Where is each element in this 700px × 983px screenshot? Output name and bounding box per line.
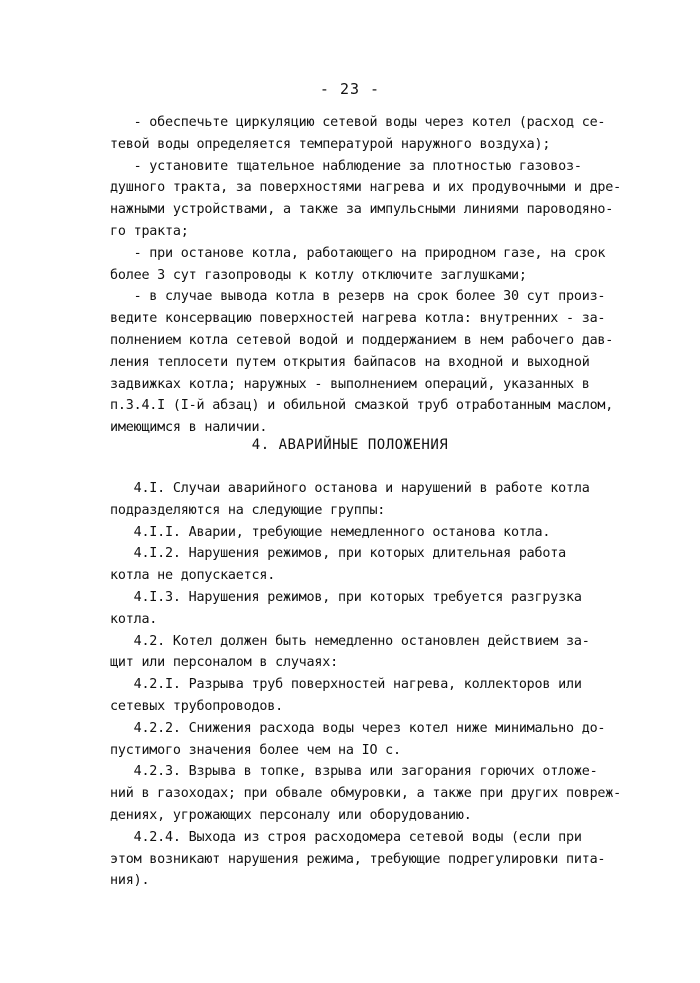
text-line: дениях, угрожающих персоналу или оборудованию. xyxy=(110,807,472,823)
text-line: подразделяются на следующие группы: xyxy=(110,502,386,518)
text-line: пустимого значения более чем на IO с. xyxy=(110,742,401,758)
text-line: полнением котла сетевой водой и поддержанием в нем рабочего дав- xyxy=(110,332,614,348)
text-line: более 3 сут газопроводы к котлу отключите заглушками; xyxy=(110,267,527,283)
text-line: 4.I. Случаи аварийного останова и нарушений в работе котла xyxy=(110,481,590,496)
text-line: ведите консервацию поверхностей нагрева котла: внутренних - за- xyxy=(110,311,606,327)
text-line: котла не допускается. xyxy=(110,568,276,584)
text-line: ния). xyxy=(110,873,150,889)
text-line: 4.2. Котел должен быть немедленно остановлен действием за- xyxy=(110,633,590,649)
text-line: - при останове котла, работающего на природном газе, на срок xyxy=(110,245,606,261)
text-line: 4.I.3. Нарушения режимов, при которых требуется разгрузка xyxy=(110,589,582,605)
paragraph-block-bottom xyxy=(110,478,630,892)
text-line: 4.2.2. Снижения расхода воды через котел ниже минимально до- xyxy=(110,720,606,736)
text-line: го тракта; xyxy=(110,223,189,239)
text-line: задвижках котла; наружных - выполнением операций, указанных в xyxy=(110,376,590,392)
text-line: душного тракта, за поверхностями нагрева и их продувочными и дре- xyxy=(110,180,622,196)
text-line: 4.I.I. Аварии, требующие немедленного останова котла. xyxy=(110,524,551,540)
text-line: - установите тщательное наблюдение за плотностью газовоз- xyxy=(110,158,582,174)
text-line: 4.I.2. Нарушения режимов, при которых длительная работа xyxy=(110,546,566,562)
paragraph-block-top xyxy=(110,112,630,439)
page-number: - 23 - xyxy=(319,80,381,98)
text-line: - в случае вывода котла в резерв на срок более 30 сут произ- xyxy=(110,289,606,305)
text-line: имеющимся в наличии. xyxy=(110,420,268,436)
text-line: котла. xyxy=(110,611,158,627)
text-line: п.3.4.I (I-й абзац) и обильной смазкой труб отработанным маслом, xyxy=(110,398,614,414)
text-line: сетевых трубопроводов. xyxy=(110,698,283,714)
section-heading: 4. АВАРИЙНЫЕ ПОЛОЖЕНИЯ xyxy=(251,437,449,453)
text-line: - обеспечьте циркуляцию сетевой воды через котел (расход се- xyxy=(110,115,606,130)
text-line: 4.2.3. Взрыва в топке, взрыва или загорания горючих отложе- xyxy=(110,764,598,780)
text-line: щит или персоналом в случаях: xyxy=(110,655,338,671)
text-line: ления теплосети путем открытия байпасов на входной и выходной xyxy=(110,354,590,370)
text-line: 4.2.4. Выхода из строя расходомера сетевой воды (если при xyxy=(110,829,582,845)
text-line: нажными устройствами, а также за импульсными линиями пароводяно- xyxy=(110,202,614,218)
text-line: ний в газоходах; при обвале обмуровки, а также при других повреж- xyxy=(110,786,622,802)
text-line: этом возникают нарушения режима, требующие подрегулировки пита- xyxy=(110,851,606,867)
text-line: 4.2.I. Разрыва труб поверхностей нагрева, коллекторов или xyxy=(110,677,582,693)
text-line: тевой воды определяется температурой наружного воздуха); xyxy=(110,136,551,152)
